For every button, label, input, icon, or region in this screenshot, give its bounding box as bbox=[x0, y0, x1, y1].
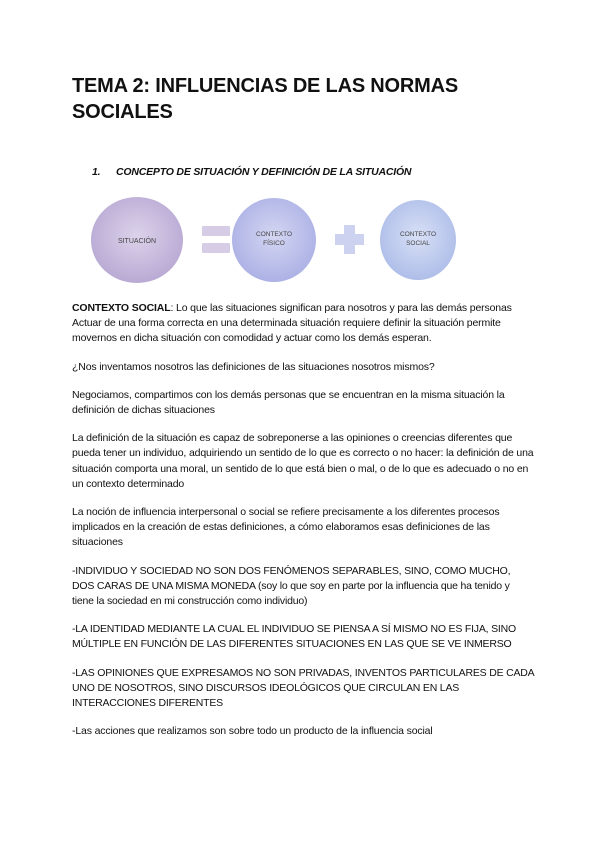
equals-sign bbox=[202, 226, 230, 253]
term-label: CONTEXTO SOCIAL bbox=[72, 302, 171, 314]
paragraph: -Las acciones que realizamos son sobre todo un producto de la influencia social bbox=[72, 725, 433, 738]
page-title: TEMA 2: INFLUENCIAS DE LAS NORMAS SOCIALES bbox=[72, 75, 458, 123]
section-title: CONCEPTO DE SITUACIÓN Y DEFINICIÓN DE LA SITUACIÓN bbox=[116, 166, 412, 178]
section-number: 1. bbox=[92, 166, 101, 178]
paragraph: -INDIVIDUO Y SOCIEDAD NO SON DOS FENÓMENOS SEPARABLES, SINO, COMO MUCHO, DOS CARAS DE UNA MISMA MONEDA (soy lo que soy en parte por la influencia que ha tenido y tiene la sociedad en mi construcción como individuo) bbox=[72, 564, 511, 608]
paragraph: -LAS OPINIONES QUE EXPRESAMOS NO SON PRIVADAS, INVENTOS PARTICULARES DE CADA UNO DE NOSOTROS, SINO DISCURSOS IDEOLÓGICOS QUE CIRCULAN EN LAS INTERACCIONES DIFERENTES bbox=[72, 666, 534, 710]
document-body bbox=[72, 301, 534, 752]
social-context-label-2: SOCIAL bbox=[406, 240, 430, 247]
situation-diagram bbox=[88, 192, 458, 286]
physical-context-label-2: FÍSICO bbox=[263, 240, 285, 247]
paragraph: La definición de la situación es capaz de sobreponerse a las opiniones o creencias diferentes que pueda tener un individuo, adquiriendo un sentido de lo que es correcto o no hacer: la definición de una situación comporta una moral, un sentido de lo que está bien o mal, o de lo que es adecuado o no en un contexto determinado bbox=[72, 432, 534, 490]
paragraph: -LA IDENTIDAD MEDIANTE LA CUAL EL INDIVIDUO SE PIENSA A SÍ MISMO NO ES FIJA, SINO MÚLTIPLE EN FUNCIÓN DE LAS DIFERENTES SITUACIONES EN LAS QUE SE VE INMERSO bbox=[72, 623, 516, 651]
plus-sign bbox=[335, 225, 364, 254]
physical-context-label-1: CONTEXTO bbox=[256, 231, 292, 238]
paragraph: La noción de influencia interpersonal o social se refiere precisamente a los diferentes procesos implicados en la creación de estas definiciones, a cómo elaboramos esas definiciones de las situaciones bbox=[72, 506, 500, 549]
section-heading bbox=[92, 166, 411, 178]
paragraph: ¿Nos inventamos nosotros las definiciones de las situaciones nosotros mismos? bbox=[72, 360, 435, 373]
paragraph: Negociamos, compartimos con los demás personas que se encuentran en la misma situación la definición de dichas situaciones bbox=[72, 388, 505, 417]
paragraph-contexto-social: CONTEXTO SOCIAL: Lo que las situaciones significan para nosotros y para las demás personas Actuar de una forma correcta en una determinada situación requiere definir la situación permite movernos en dicha situación con comodidad y actuar como los demás esperan. bbox=[72, 302, 512, 345]
social-context-label-1: CONTEXTO bbox=[400, 231, 436, 238]
situation-circle-label: SITUACIÓN bbox=[117, 238, 157, 245]
